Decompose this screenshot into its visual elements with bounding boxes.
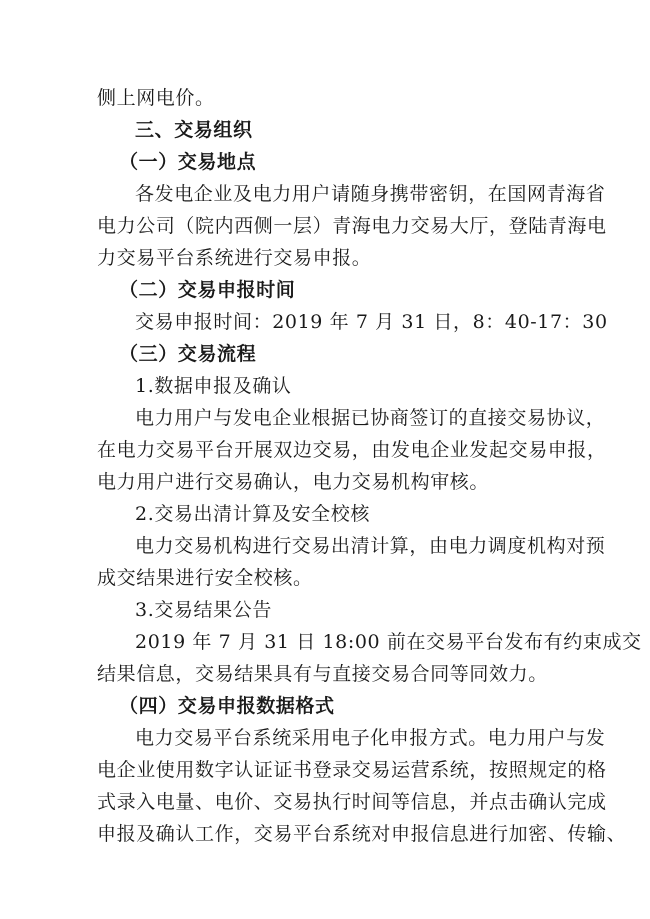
item-heading: 2.交易出清计算及安全校核 bbox=[135, 503, 370, 525]
text-line: 力交易平台系统进行交易申报。 bbox=[97, 247, 372, 269]
subsection-heading: （三）交易流程 bbox=[119, 343, 257, 365]
text-line: 式录入电量、电价、交易执行时间等信息，并点击确认完成 bbox=[97, 791, 607, 813]
text-line: 电力用户与发电企业根据已协商签订的直接交易协议， bbox=[135, 407, 606, 429]
text-line: 各发电企业及电力用户请随身携带密钥，在国网青海省 bbox=[135, 183, 606, 205]
text-line: 交易申报时间：2019 年 7 月 31 日，8：40-17：30 bbox=[135, 311, 608, 333]
subsection-heading: （一）交易地点 bbox=[119, 151, 257, 173]
subsection-heading: （二）交易申报时间 bbox=[119, 279, 296, 301]
text-line: 成交结果进行安全校核。 bbox=[97, 567, 313, 589]
text-line: 侧上网电价。 bbox=[97, 87, 215, 109]
text-line: 2019 年 7 月 31 日 18:00 前在交易平台发布有约束成交 bbox=[135, 631, 642, 653]
text-line: 电力用户进行交易确认，电力交易机构审核。 bbox=[97, 471, 490, 493]
document-body bbox=[97, 82, 642, 850]
subsection-heading: （四）交易申报数据格式 bbox=[119, 695, 335, 717]
text-line: 在电力交易平台开展双边交易，由发电企业发起交易申报， bbox=[97, 439, 607, 461]
text-line: 申报及确认工作，交易平台系统对申报信息进行加密、传输、 bbox=[97, 823, 627, 845]
text-line: 电力交易机构进行交易出清计算，由电力调度机构对预 bbox=[135, 535, 606, 557]
text-line: 电力公司（院内西侧一层）青海电力交易大厅，登陆青海电 bbox=[97, 215, 607, 237]
item-heading: 3.交易结果公告 bbox=[135, 599, 272, 621]
text-line: 电力交易平台系统采用电子化申报方式。电力用户与发 bbox=[135, 727, 606, 749]
section-heading: 三、交易组织 bbox=[135, 119, 253, 141]
item-heading: 1.数据申报及确认 bbox=[135, 375, 292, 397]
text-line: 电企业使用数字认证证书登录交易运营系统，按照规定的格 bbox=[97, 759, 607, 781]
text-line: 结果信息，交易结果具有与直接交易合同等同效力。 bbox=[97, 663, 548, 685]
